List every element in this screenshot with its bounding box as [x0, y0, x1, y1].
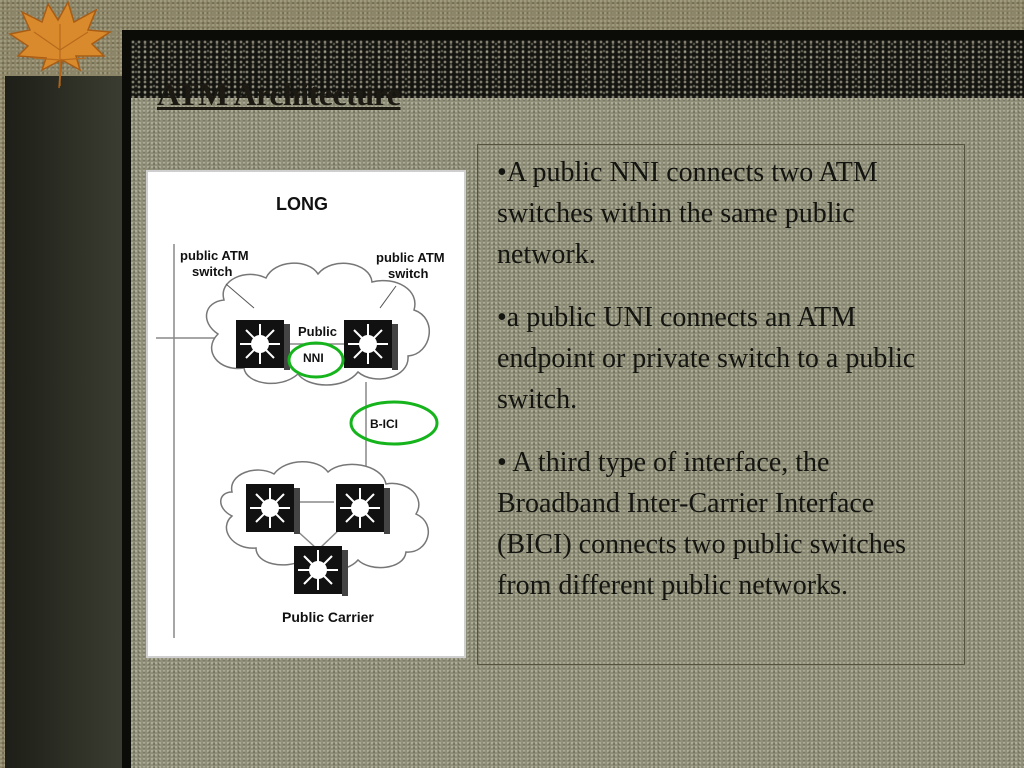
bottom-left-switch-icon [246, 484, 300, 534]
left-column-shadow [122, 30, 131, 768]
bullet-item: •A public NNI connects two ATM switches within the same public network. [497, 157, 878, 270]
nni-label: NNI [303, 351, 324, 365]
bici-label: B-ICI [370, 417, 398, 431]
diagram-drawing [148, 172, 464, 656]
left-column-decoration [5, 76, 122, 768]
atm-architecture-diagram [146, 170, 466, 658]
bottom-center-switch-icon [294, 546, 348, 596]
right-switch-label-2: switch [388, 266, 429, 281]
left-switch-label-1: public ATM [180, 248, 249, 263]
top-left-switch-icon [236, 320, 290, 370]
carrier-label: Public Carrier [282, 609, 374, 625]
maple-leaf-icon [4, 0, 116, 92]
bullet-item: •a public UNI connects an ATM endpoint or private switch to a public switch. [497, 302, 916, 415]
top-right-switch-icon [344, 320, 398, 370]
slide-title: ATM Architecture [157, 76, 401, 112]
right-switch-label-1: public ATM [376, 250, 445, 265]
left-switch-label-2: switch [192, 264, 233, 279]
public-label: Public [298, 324, 338, 339]
bullet-list [497, 152, 937, 628]
diagram-title: LONG [276, 194, 328, 214]
bullet-item: • A third type of interface, the Broadband Inter-Carrier Interface (BICI) connects two public switches from different public networks. [497, 447, 907, 601]
bottom-right-switch-icon [336, 484, 390, 534]
top-shadow [122, 30, 1024, 40]
